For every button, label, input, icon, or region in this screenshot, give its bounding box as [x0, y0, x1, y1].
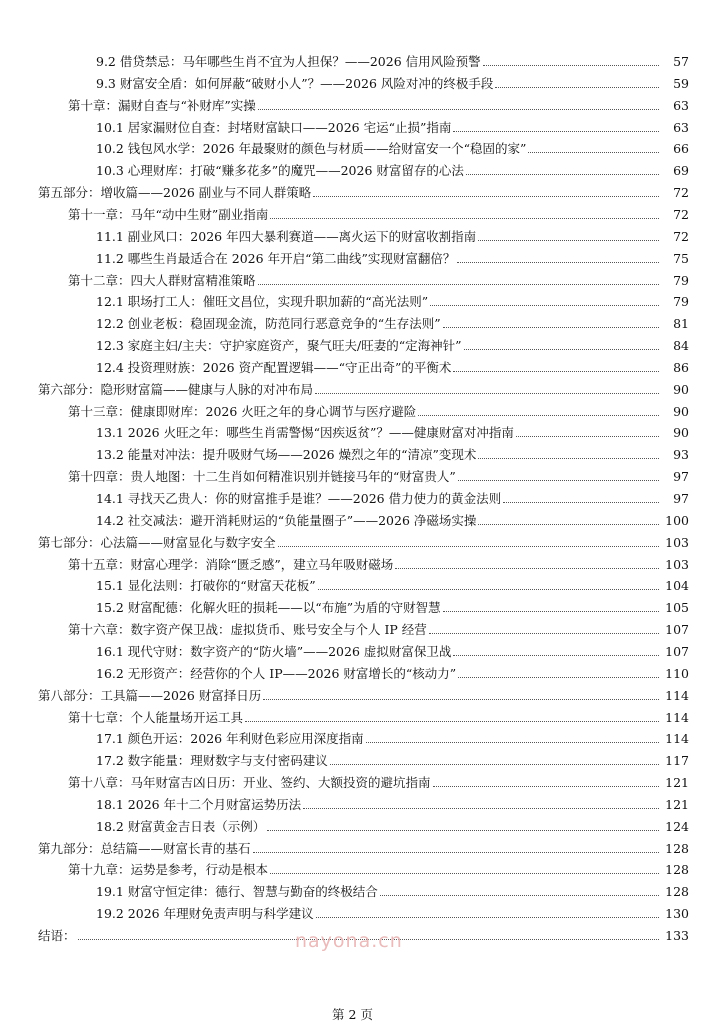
toc-entry	[0, 441, 705, 463]
toc-entry-title: 第十七章：个人能量场开运工具	[68, 709, 244, 725]
toc-entry-title: 第十一章：马年“动中生财”副业指南	[68, 206, 269, 222]
toc-entry-title: 第十五章：财富心理学：消除“匮乏感”，建立马年吸财磁场	[68, 556, 394, 572]
toc-dot-leader	[453, 655, 659, 656]
toc-entry-title: 9.3 财富安全盾：如何屏蔽“破财小人”？——2026 风险对冲的终极手段	[96, 75, 494, 91]
toc-dot-leader	[318, 589, 659, 590]
toc-entry-page-number: 107	[665, 622, 689, 638]
toc-entry-title: 第十八章：马年财富吉凶日历：开业、签约、大额投资的避坑指南	[68, 775, 431, 791]
toc-entry	[0, 310, 705, 332]
toc-entry	[0, 660, 705, 682]
toc-dot-leader	[258, 284, 659, 285]
toc-entry-title: 16.2 无形资产：经营你的个人 IP——2026 财富增长的“核动力”	[96, 665, 457, 681]
watermark: nayona.cn	[295, 930, 403, 952]
toc-dot-leader	[270, 873, 659, 874]
toc-entry-title: 第十九章：运势是参考，行动是根本	[68, 862, 269, 878]
toc-entry-title: 第九部分：总结篇——财富长青的基石	[38, 840, 251, 856]
toc-entry-title: 第十二章：四大人群财富精准策略	[68, 272, 256, 288]
toc-entry-title: 10.2 钱包风水学：2026 年最聚财的颜色与材质——给财富安一个“稳固的家”	[96, 141, 527, 157]
toc-entry-page-number: 97	[673, 491, 689, 506]
toc-entry-page-number: 79	[673, 294, 689, 310]
toc-entry-page-number: 121	[665, 796, 689, 812]
toc-entry	[0, 332, 705, 354]
toc-entry-page-number: 104	[665, 578, 689, 594]
toc-entry-title: 15.1 显化法则：打破你的“财富天花板”	[96, 578, 316, 594]
toc-entry	[0, 835, 705, 857]
toc-dot-leader	[380, 895, 659, 896]
toc-entry	[0, 179, 705, 201]
toc-entry-page-number: 117	[665, 753, 689, 769]
toc-entry	[0, 135, 705, 157]
toc-entry-page-number: 128	[665, 862, 689, 878]
toc-entry	[0, 288, 705, 310]
toc-entry-page-number: 63	[673, 119, 689, 135]
toc-entry-title: 10.3 心理财库：打破“赚多花多”的魔咒——2026 财富留存的心法	[96, 163, 464, 179]
toc-dot-leader	[466, 174, 659, 175]
toc-entry-page-number: 110	[665, 665, 689, 681]
toc-entry-page-number: 105	[665, 600, 689, 616]
toc-entry	[0, 419, 705, 441]
toc-entry	[0, 594, 705, 616]
toc-entry	[0, 769, 705, 791]
toc-entry-page-number: 133	[665, 928, 689, 943]
toc-dot-leader	[478, 240, 659, 241]
toc-entry-page-number: 69	[673, 163, 689, 179]
toc-entry-title: 15.2 财富配德：化解火旺的损耗——以“布施”为盾的守财智慧	[96, 600, 441, 616]
toc-entry-title: 12.1 职场打工人：催旺文昌位，实现升职加薪的“高光法则”	[96, 294, 429, 310]
toc-entry	[0, 725, 705, 747]
toc-dot-leader	[464, 349, 659, 350]
toc-entry-page-number: 124	[665, 818, 689, 834]
toc-entry-page-number: 90	[673, 403, 689, 419]
toc-entry	[0, 856, 705, 878]
toc-entry	[0, 48, 705, 70]
toc-dot-leader	[443, 611, 659, 612]
toc-entry-page-number: 72	[673, 228, 689, 244]
toc-entry-title: 12.2 创业老板：稳固现金流，防范同行恶意竞争的“生存法则”	[96, 316, 441, 332]
toc-entry	[0, 463, 705, 485]
toc-dot-leader	[433, 786, 659, 787]
toc-dot-leader	[430, 305, 659, 306]
toc-dot-leader	[253, 852, 659, 853]
toc-entry	[0, 682, 705, 704]
toc-entry	[0, 551, 705, 573]
toc-entry-title: 12.4 投资理财族：2026 资产配置逻辑——“守正出奇”的平衡术	[96, 359, 452, 375]
toc-dot-leader	[443, 327, 659, 328]
toc-entry-title: 10.1 居家漏财位自查：封堵财富缺口——2026 宅运“止损”指南	[96, 119, 452, 135]
toc-entry-title: 19.1 财富守恒定律：德行、智慧与勤奋的终极结合	[96, 884, 378, 900]
toc-entry	[0, 267, 705, 289]
toc-entry-page-number: 103	[665, 556, 689, 572]
toc-entry	[0, 245, 705, 267]
page-number-footer: 第 2 页	[332, 1007, 373, 1022]
toc-entry	[0, 114, 705, 136]
toc-dot-leader	[258, 109, 659, 110]
toc-entry-page-number: 79	[673, 272, 689, 288]
toc-dot-leader	[478, 458, 659, 459]
toc-entry-page-number: 90	[673, 381, 689, 397]
toc-dot-leader	[418, 415, 659, 416]
toc-dot-leader	[478, 524, 659, 525]
toc-entry-title: 11.2 哪些生肖最适合在 2026 年开启“第二曲线”实现财富翻倍？	[96, 250, 456, 266]
toc-entry-page-number: 128	[665, 840, 689, 856]
toc-entry-title: 12.3 家庭主妇/主夫：守护家庭资产，聚气旺夫/旺妻的“定海神针”	[96, 338, 462, 354]
toc-entry-page-number: 59	[673, 75, 689, 91]
toc-entry-page-number: 93	[673, 447, 689, 463]
toc-entry-page-number: 66	[673, 141, 689, 157]
toc-entry-page-number: 75	[673, 250, 689, 266]
toc-entry-title: 第七部分：心法篇——财富显化与数字安全	[38, 534, 276, 550]
toc-entry-title: 16.1 现代守财：数字资产的“防火墙”——2026 虚拟财富保卫战	[96, 643, 452, 659]
toc-dot-leader	[457, 262, 659, 263]
toc-dot-leader	[458, 677, 659, 678]
toc-entry-page-number: 84	[673, 338, 689, 354]
toc-entry-title: 第六部分：隐形财富篇——健康与人脉的对冲布局	[38, 381, 314, 397]
toc-entry-title: 19.2 2026 年理财免责声明与科学建议	[96, 906, 314, 922]
toc-entry-title: 18.1 2026 年十二个月财富运势历法	[96, 796, 302, 812]
toc-dot-leader	[330, 764, 659, 765]
toc-entry-page-number: 130	[665, 906, 689, 922]
toc-entry-page-number: 128	[665, 884, 689, 900]
toc-dot-leader	[316, 917, 659, 918]
toc-entry-page-number: 114	[665, 687, 689, 703]
toc-entry	[0, 638, 705, 660]
toc-entry	[0, 354, 705, 376]
toc-entry	[0, 398, 705, 420]
toc-entry	[0, 507, 705, 529]
toc-entry-page-number: 97	[673, 469, 689, 485]
toc-entry-title: 11.1 副业风口：2026 年四大暴利赛道——离火运下的财富收割指南	[96, 228, 477, 244]
toc-entry-page-number: 86	[673, 359, 689, 375]
toc-dot-leader	[483, 65, 659, 66]
toc-dot-leader	[267, 830, 659, 831]
toc-entry-page-number: 107	[665, 643, 689, 659]
toc-dot-leader	[458, 480, 659, 481]
toc-entry	[0, 616, 705, 638]
toc-entry-title: 第十章：漏财自查与“补财库”实操	[68, 97, 256, 113]
toc-entry-page-number: 121	[665, 775, 689, 791]
toc-dot-leader	[495, 87, 659, 88]
toc-entry	[0, 747, 705, 769]
toc-entry-page-number: 57	[673, 54, 689, 69]
toc-dot-leader	[516, 436, 659, 437]
toc-dot-leader	[313, 196, 659, 197]
toc-entry-title: 17.2 数字能量：理财数字与支付密码建议	[96, 753, 328, 769]
toc-dot-leader	[263, 699, 659, 700]
toc-entry	[0, 157, 705, 179]
toc-dot-leader	[270, 218, 659, 219]
toc-dot-leader	[245, 721, 659, 722]
toc-dot-leader	[453, 131, 659, 132]
toc-entry	[0, 223, 705, 245]
toc-entry	[0, 485, 705, 507]
toc-entry-title: 第十六章：数字资产保卫战：虚拟货币、账号安全与个人 IP 经营	[68, 622, 427, 638]
toc-entry-title: 9.2 借贷禁忌：马年哪些生肖不宜为人担保？——2026 信用风险预警	[96, 54, 481, 69]
toc-entry-page-number: 114	[665, 731, 689, 747]
toc-entry-page-number: 72	[673, 185, 689, 201]
toc-dot-leader	[278, 546, 659, 547]
toc-entry	[0, 70, 705, 92]
toc-entry	[0, 92, 705, 114]
toc-entry	[0, 529, 705, 551]
toc-entry	[0, 704, 705, 726]
toc-dot-leader	[429, 633, 659, 634]
toc-entry-title: 第五部分：增收篇——2026 副业与不同人群策略	[38, 185, 312, 201]
toc-entry-page-number: 114	[665, 709, 689, 725]
toc-entry	[0, 813, 705, 835]
toc-entry-page-number: 100	[665, 512, 689, 528]
toc-entry	[0, 878, 705, 900]
toc-entry-page-number: 81	[673, 316, 689, 332]
toc-entry-title: 结语：	[38, 928, 76, 943]
toc-entry-page-number: 63	[673, 97, 689, 113]
toc-entry-title: 第八部分：工具篇——2026 财富择日历	[38, 687, 262, 703]
toc-entry	[0, 791, 705, 813]
toc-entry-title: 第十四章：贵人地图：十二生肖如何精准识别并链接马年的“财富贵人”	[68, 469, 456, 485]
toc-dot-leader	[315, 393, 659, 394]
toc-dot-leader	[303, 808, 659, 809]
toc-entry-title: 14.2 社交减法：避开消耗财运的“负能量圈子”——2026 净磁场实操	[96, 512, 477, 528]
toc-entry-title: 13.2 能量对冲法：提升吸财气场——2026 燥烈之年的“清凉”变现术	[96, 447, 477, 463]
toc-dot-leader	[453, 371, 659, 372]
toc-entry-page-number: 90	[673, 425, 689, 441]
toc-entry	[0, 900, 705, 922]
toc-entry-title: 14.1 寻找天乙贵人：你的财富推手是谁？——2026 借力使力的黄金法则	[96, 491, 502, 506]
toc-entry-page-number: 72	[673, 206, 689, 222]
toc-dot-leader	[528, 152, 659, 153]
toc-entry-title: 13.1 2026 火旺之年：哪些生肖需警惕“因疾返贫”？——健康财富对冲指南	[96, 425, 514, 441]
toc-entry	[0, 572, 705, 594]
toc-entry-title: 18.2 财富黄金吉日表（示例）	[96, 818, 266, 834]
toc-dot-leader	[395, 568, 659, 569]
toc-entry	[0, 376, 705, 398]
toc-entry	[0, 201, 705, 223]
toc-dot-leader	[503, 502, 659, 503]
toc-entry-page-number: 103	[665, 534, 689, 550]
toc-dot-leader	[366, 742, 659, 743]
toc-entry-title: 17.1 颜色开运：2026 年利财色彩应用深度指南	[96, 731, 364, 747]
toc-entry-title: 第十三章：健康即财库：2026 火旺之年的身心调节与医疗避险	[68, 403, 417, 419]
